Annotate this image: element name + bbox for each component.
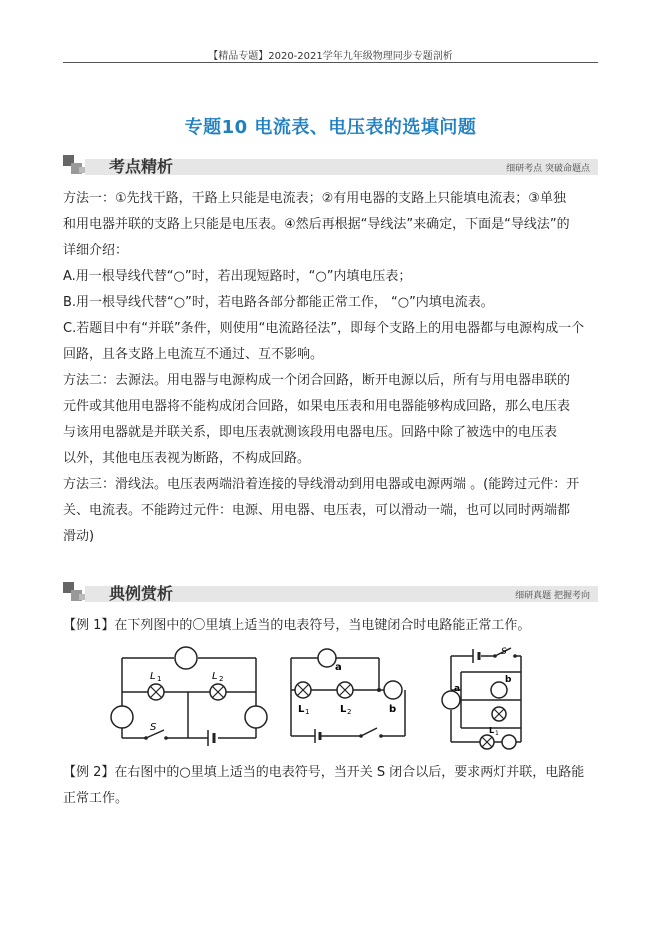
text-line: 和用电器并联的支路上只能是电压表。④然后再根据“导线法”来确定，下面是“导线法”的 (63, 217, 570, 232)
label-l2: L (340, 704, 347, 715)
text-line: 元件或其他用电器将不能构成闭合回路，如果电压表和用电器能够构成回路，那么电压表 (63, 399, 571, 414)
label-l2-sub: 2 (347, 708, 352, 716)
label-a: a (335, 662, 342, 673)
text-line: 以外，其他电压表视为断路，不构成回路。 (63, 451, 311, 466)
text-line: 方法一：①先找干路，干路上只能是电流表；②有用电器的支路上只能填电流表；③单独 (63, 191, 566, 206)
text-line: 【例 2】在右图中的○里填上适当的电表符号，当开关 S 闭合以后，要求两灯并联，电路能 (63, 765, 585, 780)
meter-slot-right (245, 706, 267, 728)
section-square-icon (79, 167, 85, 173)
circuit-diagram-1 (108, 646, 270, 746)
text-line: 方法三：滑线法。电压表两端沿着连接的导线滑动到用电器或电源两端 。(能跨过元件：开 (63, 477, 580, 492)
text-line: A.用一根导线代替“○”时，若出现短路时，“○”内填电压表； (63, 269, 412, 284)
text-line: 【例 1】在下列图中的〇里填上适当的电表符号，当电键闭合时电路能正常工作。 (63, 618, 531, 633)
label-a: a (454, 684, 461, 694)
section-tag: 细研真题 把握考向 (515, 591, 590, 601)
page-header: 【精品专题】2020-2021学年九年级物理同步专题剖析 (208, 51, 453, 62)
method-text (63, 186, 598, 550)
text-line: 详细介绍： (63, 243, 129, 258)
section-label: 典例赏析 (109, 584, 174, 603)
section-header-key-points (63, 153, 598, 179)
label-l1: L (150, 671, 156, 682)
label-b: b (505, 675, 512, 685)
label-l1: L (489, 726, 495, 735)
label-l2-sub: 2 (219, 675, 224, 683)
circuit-diagram-3 (437, 644, 527, 750)
text-line: 滑动) (63, 529, 95, 544)
label-s: S (501, 647, 507, 657)
label-l1-sub: 1 (495, 730, 499, 737)
example-1-text (63, 613, 598, 639)
meter-slot-c (502, 735, 516, 749)
text-line: 正常工作。 (63, 791, 129, 806)
text-line: 与该用电器就是并联关系，即电压表就测该段用电器电压。回路中除了被选中的电压表 (63, 425, 558, 440)
header-divider (63, 62, 598, 63)
label-l1-sub: 1 (157, 675, 162, 683)
label-l2: L (212, 671, 218, 682)
section-square-icon (79, 594, 85, 600)
meter-slot-b (384, 681, 402, 699)
page-title: 专题10 电流表、电压表的选填问题 (184, 117, 477, 138)
label-l1-sub: 1 (305, 708, 310, 716)
section-tag: 细研考点 突破命题点 (506, 164, 590, 174)
section-header-examples (63, 580, 598, 606)
text-line: B.用一根导线代替“○”时，若电路各部分都能正常工作， “○”内填电流表。 (63, 295, 494, 310)
text-line: 回路，且各支路上电流互不通过、互不影响。 (63, 347, 324, 362)
meter-slot-a (318, 649, 336, 667)
label-b: b (389, 704, 397, 715)
meter-slot-left (111, 706, 133, 728)
text-line: 关、电流表。不能跨过元件：电源、用电器、电压表，可以滑动一端，也可以同时两端都 (63, 503, 571, 518)
section-label: 考点精析 (109, 157, 174, 176)
example-2-text (63, 760, 598, 812)
text-line: 方法二：去源法。用电器与电源构成一个闭合回路，断开电源以后，所有与用电器串联的 (63, 373, 571, 388)
label-l1: L (298, 704, 305, 715)
text-line: C.若题目中有“并联”条件，则使用“电流路径法”，即每个支路上的用电器都与电源构成一个 (63, 321, 585, 336)
meter-slot-top (175, 647, 197, 669)
circuit-diagram-2 (283, 644, 413, 744)
label-s: S (150, 722, 157, 733)
